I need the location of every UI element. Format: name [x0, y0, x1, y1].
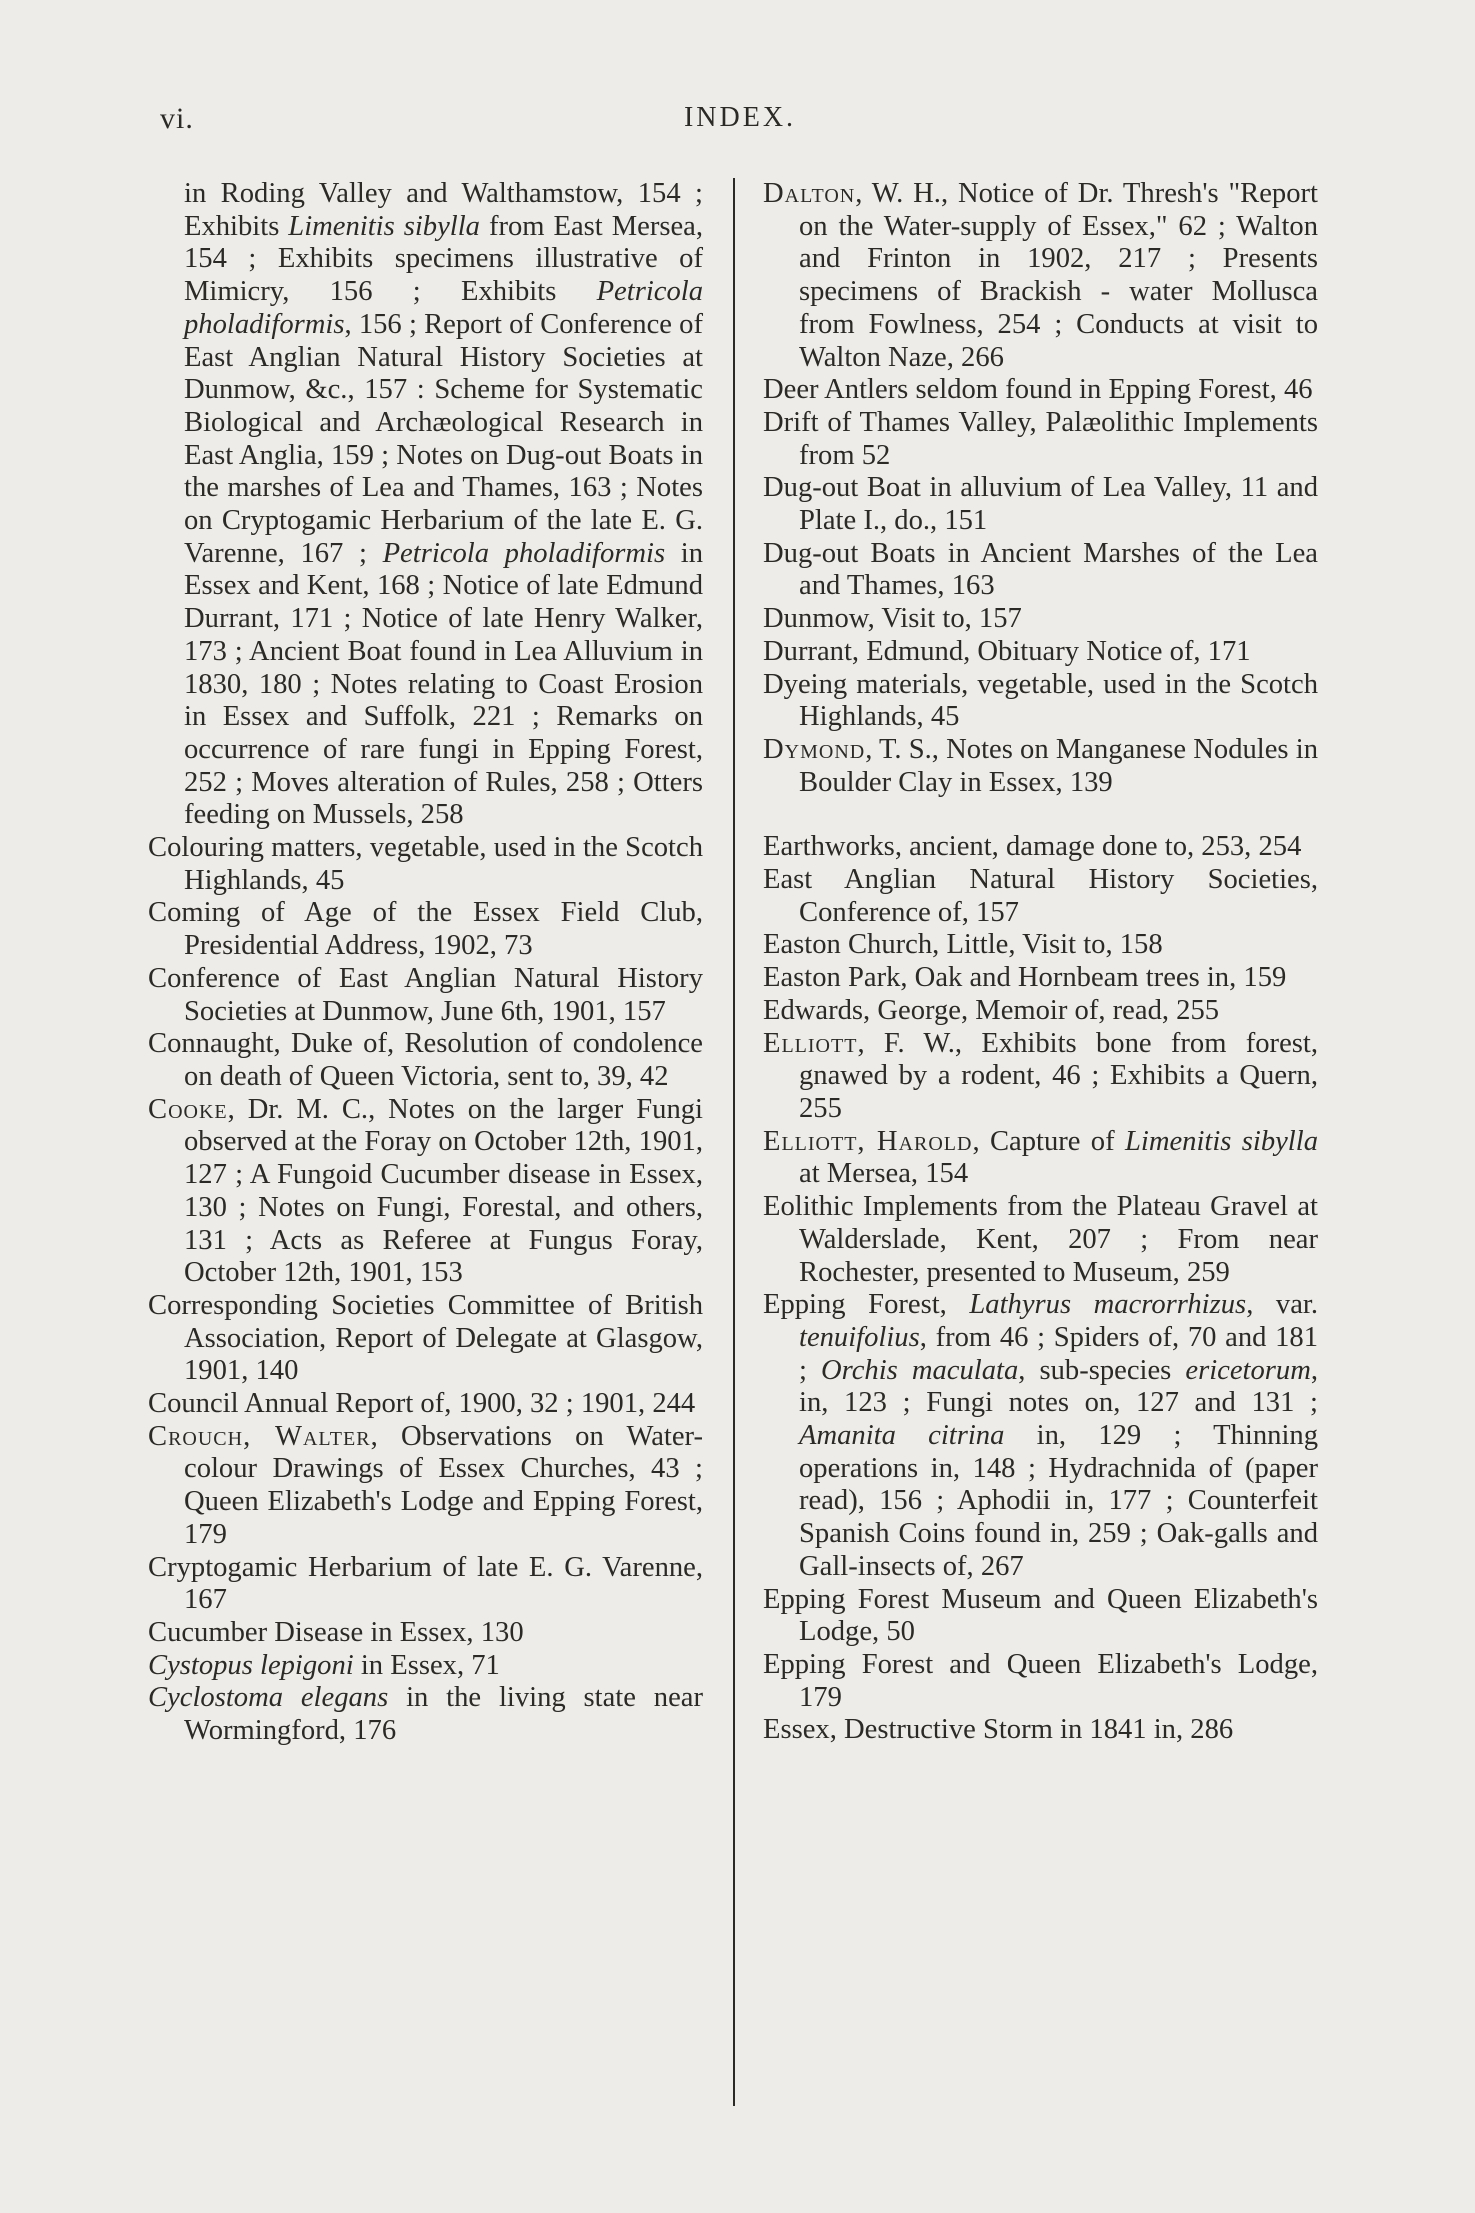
- entry-text: Easton Church, Little, Visit to, 158: [763, 929, 1163, 961]
- index-entry: [763, 962, 1318, 995]
- entry-text: , T. S., Notes on Manganese Nodules in Boulder Clay in Essex, 139: [799, 733, 1318, 798]
- entry-text: Epping Forest and Queen Elizabeth's Lodge, 179: [763, 1648, 1318, 1713]
- index-entry: [763, 995, 1318, 1028]
- index-entry: [148, 832, 703, 897]
- index-entry: [763, 1028, 1318, 1126]
- entry-text: , W. H., Notice of Dr. Thresh's "Report on the Water-supply of Essex," 62 ; Walton and Frinton in 1902, 217 ; Presents specimens of Brackish - water Mollusca from Fowlness, 254 ; Conducts at visit to Walton Naze, 266: [799, 178, 1318, 373]
- entry-text: Drift of Thames Valley, Palæolithic Implements from 52: [763, 406, 1318, 471]
- entry-text: Connaught, Duke of, Resolution of condolence on death of Queen Victoria, sent to, 39, 42: [148, 1028, 703, 1092]
- index-entry: [148, 178, 703, 832]
- entry-text: Earthworks, ancient, damage done to, 253, 254: [763, 831, 1302, 863]
- author-name: Elliott: [763, 1027, 858, 1059]
- index-entry: [763, 1126, 1318, 1191]
- entry-text: East Anglian Natural History Societies, Conference of, 157: [763, 864, 1318, 928]
- entry-text: Deer Antlers seldom found in Epping Forest, 46: [763, 374, 1313, 406]
- index-column-left: [148, 178, 703, 1748]
- author-name: Crouch, Walter: [148, 1420, 371, 1452]
- index-entry: [763, 1289, 1318, 1583]
- entry-text: at Mersea, 154: [799, 1158, 969, 1190]
- entry-text: , sub-species: [1018, 1354, 1186, 1386]
- index-entry: [763, 1649, 1318, 1714]
- italic-term: Cystopus lepigoni: [148, 1649, 354, 1681]
- index-entry: [148, 1682, 703, 1747]
- index-entry: [148, 1650, 703, 1683]
- index-entry: [148, 1290, 703, 1388]
- index-entry: [148, 1028, 703, 1093]
- index-entry: [148, 1094, 703, 1290]
- index-column-right: [763, 178, 1318, 1747]
- index-entry: [763, 734, 1318, 799]
- entry-text: in Essex and Kent, 168 ; Notice of late Edmund Durrant, 171 ; Notice of late Henry Walker, 173 ; Ancient Boat found in Lea Alluvium in 1830, 180 ; Notes relating to Coast Erosion in Essex and Suffolk, 221 ; Remarks on occurrence of rare fungi in Epping Forest, 252 ; Moves alteration of Rules, 258 ; Otters feeding on Mussels, 258: [184, 537, 703, 831]
- entry-text: , from 46 ; Spiders of, 70 and 181 ;: [799, 1321, 1318, 1386]
- index-entry: [148, 1552, 703, 1617]
- entry-text: in the living state near Wormingford, 176: [184, 1682, 703, 1747]
- entry-text: , 156 ; Report of Conference of East Anglian Natural History Societies at Dunmow, &c., 157 : Scheme for Systematic Biological and Archæological Research in East Anglia, 159 ; Notes on Dug-out Boats in the marshes of Lea and Thames, 163 ; Notes on Cryptogamic Herbarium of the late E. G. Varenne, 167 ;: [184, 308, 703, 569]
- page-header: [160, 102, 1320, 152]
- entry-text: , var.: [1246, 1289, 1318, 1321]
- index-entry: [763, 929, 1318, 962]
- entry-text: Dug-out Boats in Ancient Marshes of the Lea and Thames, 163: [763, 537, 1318, 602]
- index-entry: [763, 407, 1318, 472]
- index-entry: [148, 1617, 703, 1650]
- author-name: Cooke: [148, 1093, 228, 1125]
- entry-text: Corresponding Societies Committee of British Association, Report of Delegate at Glasgow, 1901, 140: [148, 1289, 703, 1387]
- index-entry: [763, 538, 1318, 603]
- index-entry: [148, 897, 703, 962]
- index-entry: [763, 1584, 1318, 1649]
- entry-text: Cucumber Disease in Essex, 130: [148, 1616, 524, 1648]
- entry-text: Eolithic Implements from the Plateau Gravel at Walderslade, Kent, 207 ; From near Rochester, presented to Museum, 259: [763, 1191, 1318, 1288]
- entry-text: in, 129 ; Thinning operations in, 148 ; Hydrachnida of (paper read), 156 ; Aphodii in, 177 ; Counterfeit Spanish Coins found in, 259 ; Oak-galls and Gall-insects of, 267: [799, 1420, 1318, 1582]
- index-entry: [763, 603, 1318, 636]
- index-entry: [148, 1421, 703, 1552]
- entry-text: , in, 123 ; Fungi notes on, 127 and 131 ;: [799, 1354, 1319, 1419]
- index-entry: [763, 669, 1318, 734]
- entry-text: Epping Forest,: [763, 1289, 970, 1321]
- index-entry: [763, 472, 1318, 537]
- index-entry: [763, 864, 1318, 929]
- italic-term: Cyclostoma elegans: [148, 1682, 389, 1714]
- italic-term: Limenitis sibylla: [288, 210, 480, 242]
- italic-term: Petricola pholadiformis: [184, 276, 703, 340]
- italic-term: Orchis maculata: [821, 1354, 1019, 1386]
- index-entry: [148, 1388, 703, 1421]
- index-entry: [763, 1191, 1318, 1289]
- index-entry: [763, 636, 1318, 669]
- column-divider: [733, 178, 735, 2106]
- entry-text: Cryptogamic Herbarium of late E. G. Varenne, 167: [148, 1551, 703, 1616]
- entry-text: , Capture of: [972, 1125, 1125, 1157]
- italic-term: Petricola pholadiformis: [382, 537, 666, 569]
- entry-text: , F. W., Exhibits bone from forest, gnawed by a rodent, 46 ; Exhibits a Quern, 255: [799, 1027, 1318, 1124]
- entry-text: in Roding Valley and Walthamstow, 154 ; Exhibits: [184, 178, 703, 242]
- entry-text: Easton Park, Oak and Hornbeam trees in, 159: [763, 962, 1287, 994]
- author-name: Dymond: [763, 733, 866, 765]
- entry-text: Dunmow, Visit to, 157: [763, 603, 1022, 635]
- entry-text: Dug-out Boat in alluvium of Lea Valley, 11 and Plate I., do., 151: [763, 472, 1318, 537]
- entry-text: Edwards, George, Memoir of, read, 255: [763, 994, 1220, 1026]
- index-entry: [763, 831, 1318, 864]
- entry-text: , Observations on Water-colour Drawings of Essex Churches, 43 ; Queen Elizabeth's Lodge and Epping Forest, 179: [184, 1420, 703, 1550]
- entry-text: from East Mersea, 154 ; Exhibits specimens illustrative of Mimicry, 156 ; Exhibits: [184, 210, 703, 308]
- entry-text: in Essex, 71: [353, 1649, 500, 1681]
- entry-text: , Dr. M. C., Notes on the larger Fungi observed at the Foray on October 12th, 1901, 127 ; A Fungoid Cucumber disease in Essex, 130 ; Notes on Fungi, Forestal, and others, 131 ; Acts as Referee at Fungus Foray, October 12th, 1901, 153: [184, 1093, 703, 1289]
- entry-text: Essex, Destructive Storm in 1841 in, 286: [763, 1714, 1234, 1746]
- italic-term: tenuifolius: [799, 1321, 920, 1353]
- index-entry: [763, 178, 1318, 374]
- italic-term: Lathyrus macrorrhizus: [969, 1289, 1247, 1321]
- entry-text: Council Annual Report of, 1900, 32 ; 1901, 244: [148, 1388, 696, 1420]
- entry-text: Epping Forest Museum and Queen Elizabeth's Lodge, 50: [763, 1583, 1318, 1648]
- entry-text: Durrant, Edmund, Obituary Notice of, 171: [763, 635, 1251, 667]
- entry-text: Dyeing materials, vegetable, used in the Scotch Highlands, 45: [763, 668, 1318, 733]
- index-entry: [763, 1714, 1318, 1747]
- author-name: Dalton: [763, 178, 856, 209]
- italic-term: Amanita citrina: [799, 1420, 1005, 1452]
- entry-text: Colouring matters, vegetable, used in the Scotch Highlands, 45: [148, 832, 703, 896]
- entry-text: Coming of Age of the Essex Field Club, Presidential Address, 1902, 73: [148, 897, 703, 962]
- index-entry: [763, 374, 1318, 407]
- index-entry: [148, 963, 703, 1028]
- entry-text: Conference of East Anglian Natural History Societies at Dunmow, June 6th, 1901, 157: [148, 962, 703, 1027]
- running-title: INDEX.: [683, 102, 797, 133]
- author-name: Elliott, Harold: [763, 1125, 973, 1157]
- italic-term: ericetorum: [1185, 1354, 1311, 1386]
- page-number: vi.: [160, 102, 194, 135]
- italic-term: Limenitis sibylla: [1124, 1125, 1318, 1157]
